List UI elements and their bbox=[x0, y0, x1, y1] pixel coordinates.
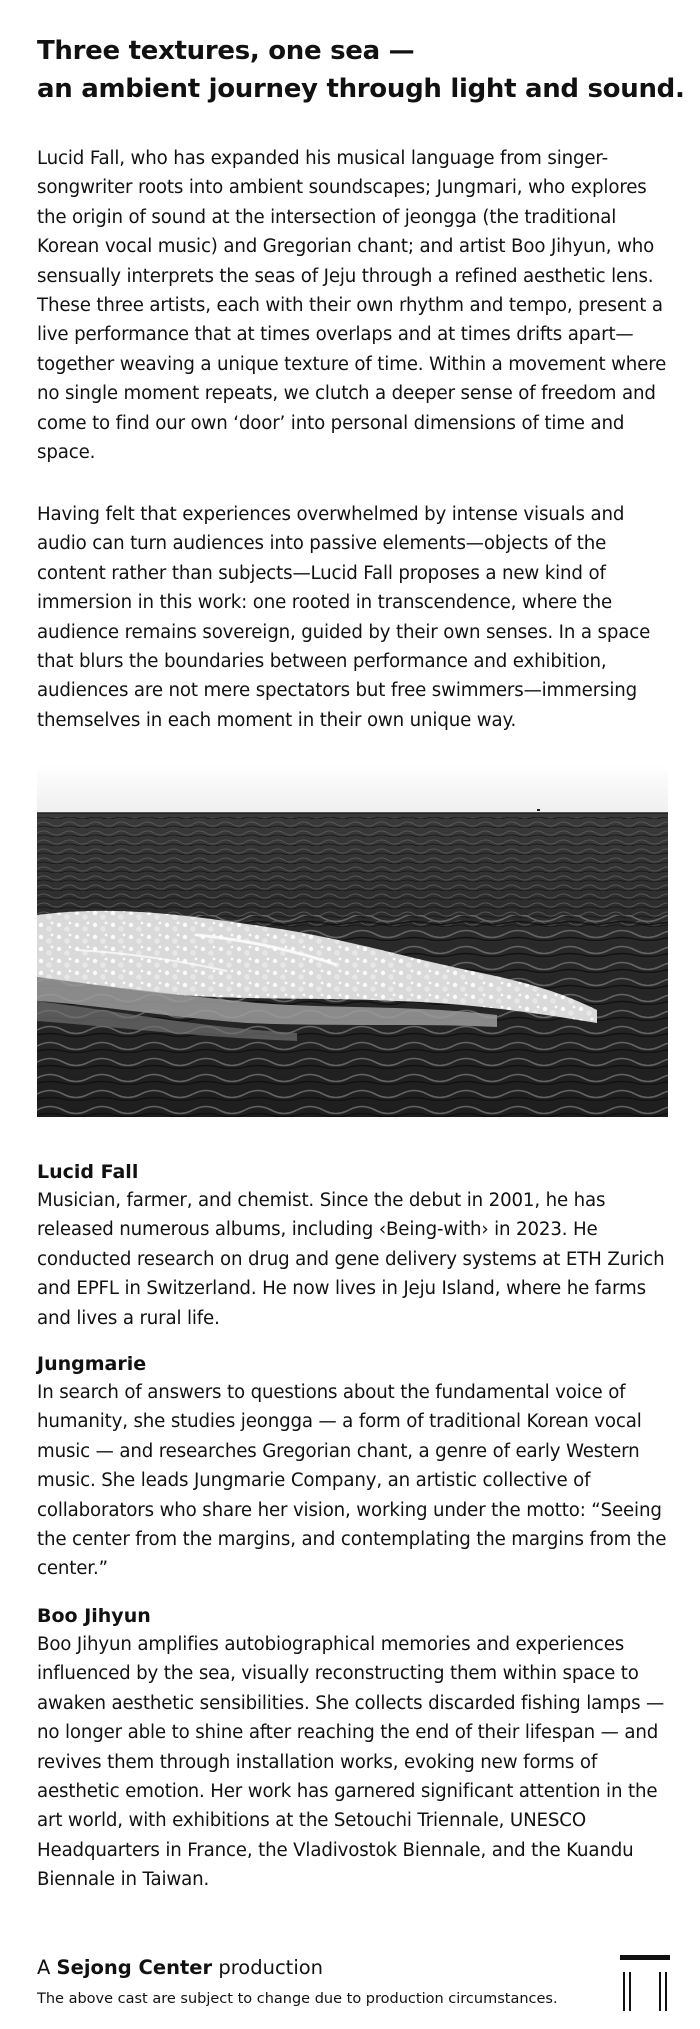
sejong-center-logo-icon bbox=[620, 1955, 670, 2011]
artist-bio-boo-jihyun: Boo Jihyun amplifies autobiographical memories and experiences influenced by the sea, visually reconstructing them within space to awaken aesthetic sensibilities. She collects discarded fishing lamps — no longer able to shine after reaching the end of their lifespan — and revives them through installation works, evoking new forms of aesthetic emotion. Her work has garnered significant attention in the art world, with exhibitions at the Setouchi Triennale, UNESCO Headquarters in France, the Vladivostok Biennale, and the Kuandu Biennale in Taiwan. bbox=[37, 1634, 665, 1891]
artist-name-lucid-fall: Lucid Fall bbox=[37, 1161, 139, 1183]
artist-name-boo-jihyun: Boo Jihyun bbox=[37, 1605, 151, 1627]
headline-line-1: Three textures, one sea — bbox=[37, 36, 415, 66]
cast-change-disclaimer: The above cast are subject to change due to production circumstances. bbox=[37, 1991, 558, 2007]
sea-photo bbox=[37, 765, 668, 1117]
credit-prefix: A bbox=[37, 1956, 51, 1979]
artist-name-jungmarie: Jungmarie bbox=[37, 1353, 147, 1375]
credit-suffix: production bbox=[218, 1956, 324, 1979]
headline bbox=[37, 32, 685, 108]
artist-bio-lucid-fall: Musician, farmer, and chemist. Since the debut in 2001, he has released numerous albums, including ‹Being-with› in 2023. He conducted research on drug and gene delivery systems at ETH Zurich and EPFL in Switzerland. He now lives in Jeju Island, where he farms and lives a rural life. bbox=[37, 1190, 665, 1329]
headline-line-2: an ambient journey through light and sound. bbox=[37, 74, 685, 104]
credit-organization: Sejong Center bbox=[56, 1956, 213, 1979]
production-credit bbox=[37, 1954, 323, 1982]
intro-paragraph-1: Lucid Fall, who has expanded his musical language from singer-songwriter roots into ambient soundscapes; Jungmari, who explores the origin of sound at the intersection of jeongga (the traditional Korean vocal music) and Gregorian chant; and artist Boo Jihyun, who sensually interprets the seas of Jeju through a refined aesthetic lens. These three artists, each with their own rhythm and tempo, present a live performance that at times overlaps and at times drifts apart—together weaving a unique texture of time. Within a movement where no single moment repeats, we clutch a deeper sense of freedom and come to find our own ‘door’ into personal dimensions of time and space. bbox=[37, 148, 667, 464]
artist-bio-jungmarie: In search of answers to questions about the fundamental voice of humanity, she studies jeongga — a form of traditional Korean vocal music — and researches Gregorian chant, a genre of early Western music. She leads Jungmarie Company, an artistic collective of collaborators who share her vision, working under the motto: “Seeing the center from the margins, and contemplating the margins from the center.” bbox=[37, 1382, 667, 1580]
intro-paragraph-2: Having felt that experiences overwhelmed by intense visuals and audio can turn audiences into passive elements—objects of the content rather than subjects—Lucid Fall proposes a new kind of immersion in this work: one rooted in transcendence, where the audience remains sovereign, guided by their own senses. In a space that blurs the boundaries between performance and exhibition, audiences are not mere spectators but free swimmers—immersing themselves in each moment in their own unique way. bbox=[37, 504, 651, 731]
